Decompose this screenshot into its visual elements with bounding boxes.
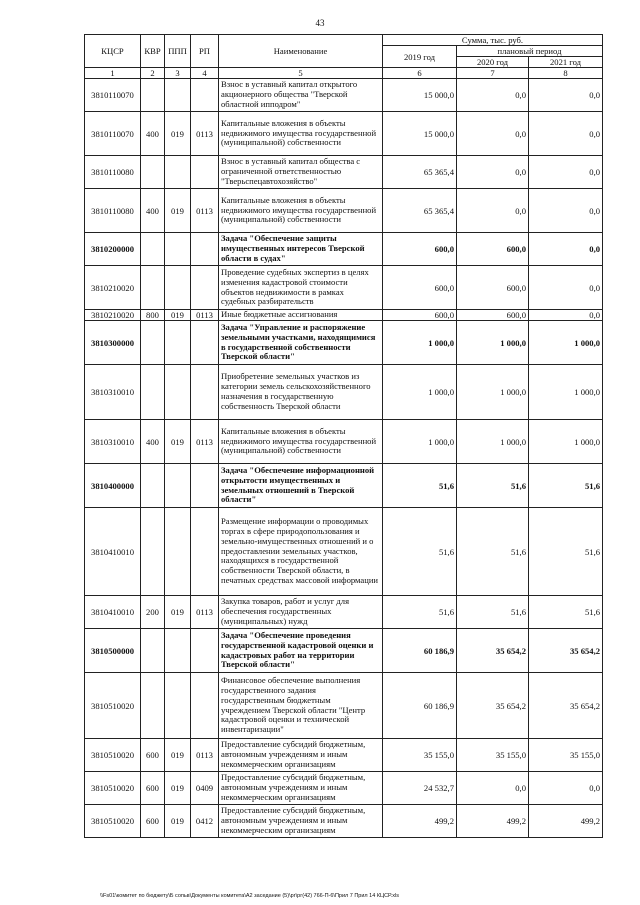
cell-name: Задача "Обеспечение информационной открытости имущественных и земельных отношений в Тверской области": [219, 464, 383, 508]
cell-2020: 51,6: [457, 596, 529, 629]
cell-2019: 1 000,0: [383, 365, 457, 420]
cell-2019: 600,0: [383, 266, 457, 310]
cell-ppp: 019: [165, 420, 191, 464]
cell-2021: 35 654,2: [529, 673, 603, 739]
cell-ppp: 019: [165, 310, 191, 321]
cell-kvr: 200: [141, 596, 165, 629]
cell-2020: 0,0: [457, 772, 529, 805]
cell-2020: 0,0: [457, 79, 529, 112]
cell-2020: 51,6: [457, 464, 529, 508]
cell-2021: 0,0: [529, 233, 603, 266]
cell-ppp: [165, 79, 191, 112]
cell-rp: [191, 233, 219, 266]
cell-name: Капитальные вложения в объекты недвижимого имущества государственной (муниципальной) собственности: [219, 420, 383, 464]
colnum-4: 4: [191, 68, 219, 79]
table-row: [85, 266, 603, 310]
cell-2019: 15 000,0: [383, 79, 457, 112]
cell-rp: [191, 464, 219, 508]
cell-kcsr: 3810200000: [85, 233, 141, 266]
cell-kcsr: 3810300000: [85, 321, 141, 365]
cell-kvr: [141, 365, 165, 420]
cell-name: Закупка товаров, работ и услуг для обеспечения государственных (муниципальных) нужд: [219, 596, 383, 629]
cell-ppp: 019: [165, 739, 191, 772]
cell-ppp: [165, 673, 191, 739]
cell-kvr: 800: [141, 310, 165, 321]
cell-name: Проведение судебных экспертиз в целях изменения кадастровой стоимости объектов недвижимости в рамках судебных разбирательств: [219, 266, 383, 310]
cell-name: Предоставление субсидий бюджетным, автономным учреждениям и иным некоммерческим организациям: [219, 805, 383, 838]
header-kvr: КВР: [141, 35, 165, 68]
cell-name: Предоставление субсидий бюджетным, автономным учреждениям и иным некоммерческим организациям: [219, 739, 383, 772]
cell-kcsr: 3810410010: [85, 508, 141, 596]
colnum-8: 8: [529, 68, 603, 79]
cell-2021: 0,0: [529, 266, 603, 310]
table-row: [85, 508, 603, 596]
cell-rp: 0113: [191, 739, 219, 772]
cell-rp: [191, 156, 219, 189]
cell-kcsr: 3810110070: [85, 79, 141, 112]
table-row: [85, 112, 603, 156]
cell-2021: 1 000,0: [529, 420, 603, 464]
table-row: [85, 310, 603, 321]
budget-table: [84, 34, 603, 838]
cell-2019: 60 186,9: [383, 629, 457, 673]
colnum-6: 6: [383, 68, 457, 79]
cell-rp: 0412: [191, 805, 219, 838]
cell-rp: 0113: [191, 189, 219, 233]
table-row: [85, 805, 603, 838]
cell-2020: 600,0: [457, 233, 529, 266]
cell-kvr: [141, 321, 165, 365]
colnum-1: 1: [85, 68, 141, 79]
cell-kcsr: 3810400000: [85, 464, 141, 508]
cell-ppp: 019: [165, 112, 191, 156]
cell-ppp: [165, 233, 191, 266]
cell-2021: 0,0: [529, 79, 603, 112]
cell-2020: 1 000,0: [457, 420, 529, 464]
cell-name: Предоставление субсидий бюджетным, автономным учреждениям и иным некоммерческим организациям: [219, 772, 383, 805]
cell-kvr: 400: [141, 420, 165, 464]
cell-rp: 0113: [191, 596, 219, 629]
cell-name: Капитальные вложения в объекты недвижимого имущества государственной (муниципальной) собственности: [219, 189, 383, 233]
cell-rp: 0113: [191, 112, 219, 156]
cell-2021: 0,0: [529, 156, 603, 189]
cell-rp: [191, 365, 219, 420]
cell-2020: 499,2: [457, 805, 529, 838]
cell-ppp: [165, 629, 191, 673]
cell-rp: 0113: [191, 420, 219, 464]
cell-kvr: [141, 156, 165, 189]
table-row: [85, 365, 603, 420]
cell-kcsr: 3810110080: [85, 156, 141, 189]
cell-2021: 51,6: [529, 596, 603, 629]
cell-2019: 600,0: [383, 233, 457, 266]
cell-2020: 1 000,0: [457, 365, 529, 420]
cell-kcsr: 3810500000: [85, 629, 141, 673]
cell-2020: 600,0: [457, 266, 529, 310]
header-ppp: ППП: [165, 35, 191, 68]
cell-2019: 51,6: [383, 596, 457, 629]
cell-name: Приобретение земельных участков из категории земель сельскохозяйственного назначения в государственную собственность Тверской области: [219, 365, 383, 420]
cell-name: Финансовое обеспечение выполнения государственного задания государственным бюджетным учреждением Тверской области "Центр кадастровой оценки и технической инвентаризации": [219, 673, 383, 739]
cell-2021: 35 155,0: [529, 739, 603, 772]
cell-ppp: [165, 321, 191, 365]
task-row: [85, 233, 603, 266]
cell-rp: [191, 673, 219, 739]
cell-kcsr: 3810110080: [85, 189, 141, 233]
task-row: [85, 629, 603, 673]
cell-rp: 0113: [191, 310, 219, 321]
cell-2019: 65 365,4: [383, 189, 457, 233]
cell-rp: [191, 79, 219, 112]
header-name: Наименование: [219, 35, 383, 68]
cell-2021: 0,0: [529, 772, 603, 805]
cell-2020: 0,0: [457, 189, 529, 233]
cell-kvr: [141, 464, 165, 508]
cell-2020: 51,6: [457, 508, 529, 596]
cell-kvr: 600: [141, 772, 165, 805]
cell-ppp: [165, 156, 191, 189]
cell-kcsr: 3810110070: [85, 112, 141, 156]
cell-kvr: 600: [141, 739, 165, 772]
cell-kcsr: 3810310010: [85, 420, 141, 464]
cell-ppp: 019: [165, 596, 191, 629]
cell-name: Взнос в уставный капитал открытого акционерного общества "Тверской областной ипподром": [219, 79, 383, 112]
cell-2019: 600,0: [383, 310, 457, 321]
task-row: [85, 464, 603, 508]
cell-kvr: 600: [141, 805, 165, 838]
task-row: [85, 321, 603, 365]
header-year-2021: 2021 год: [529, 57, 603, 68]
table-row: [85, 673, 603, 739]
cell-rp: [191, 266, 219, 310]
cell-2021: 0,0: [529, 112, 603, 156]
cell-kvr: [141, 79, 165, 112]
cell-2019: 499,2: [383, 805, 457, 838]
cell-kvr: [141, 629, 165, 673]
header-kcsr: КЦСР: [85, 35, 141, 68]
cell-2021: 0,0: [529, 189, 603, 233]
cell-2020: 600,0: [457, 310, 529, 321]
cell-name: Задача "Обеспечение защиты имущественных интересов Тверской области в судах": [219, 233, 383, 266]
cell-kvr: [141, 673, 165, 739]
cell-2020: 0,0: [457, 156, 529, 189]
cell-2019: 35 155,0: [383, 739, 457, 772]
table-row: [85, 189, 603, 233]
cell-name: Иные бюджетные ассигнования: [219, 310, 383, 321]
header-year-2020: 2020 год: [457, 57, 529, 68]
header-planned-period: плановый период: [457, 46, 603, 57]
table-row: [85, 739, 603, 772]
cell-2019: 24 532,7: [383, 772, 457, 805]
cell-rp: [191, 629, 219, 673]
table-body: [85, 79, 603, 838]
cell-2019: 1 000,0: [383, 420, 457, 464]
colnum-3: 3: [165, 68, 191, 79]
cell-kcsr: 3810510020: [85, 673, 141, 739]
cell-2021: 0,0: [529, 310, 603, 321]
cell-kcsr: 3810210020: [85, 266, 141, 310]
footer-file-path: \\Fs01\комитет по бюджету\Б сопьв\Документы комитета\А2 заседание (5)\рг\рг(42) 766-П-6\Прил 7 Прил 14 КЦСР.xls: [100, 893, 399, 899]
cell-rp: 0409: [191, 772, 219, 805]
header-sum: Сумма, тыс. руб.: [383, 35, 603, 46]
colnum-7: 7: [457, 68, 529, 79]
cell-2019: 51,6: [383, 464, 457, 508]
cell-ppp: [165, 464, 191, 508]
cell-2020: 35 155,0: [457, 739, 529, 772]
cell-kvr: [141, 266, 165, 310]
cell-2019: 65 365,4: [383, 156, 457, 189]
table-row: [85, 156, 603, 189]
table-row: [85, 596, 603, 629]
cell-name: Задача "Управление и распоряжение земельными участками, находящимися в государственной собственности Тверской области": [219, 321, 383, 365]
cell-2021: 35 654,2: [529, 629, 603, 673]
cell-2021: 499,2: [529, 805, 603, 838]
cell-kcsr: 3810410010: [85, 596, 141, 629]
cell-2021: 1 000,0: [529, 365, 603, 420]
cell-ppp: 019: [165, 772, 191, 805]
cell-kvr: [141, 508, 165, 596]
cell-kcsr: 3810310010: [85, 365, 141, 420]
colnum-5: 5: [219, 68, 383, 79]
cell-kcsr: 3810210020: [85, 310, 141, 321]
cell-kvr: 400: [141, 112, 165, 156]
cell-ppp: [165, 266, 191, 310]
table-row: [85, 772, 603, 805]
cell-2020: 1 000,0: [457, 321, 529, 365]
cell-2019: 51,6: [383, 508, 457, 596]
cell-2021: 1 000,0: [529, 321, 603, 365]
cell-name: Капитальные вложения в объекты недвижимого имущества государственной (муниципальной) собственности: [219, 112, 383, 156]
page-number: 43: [315, 18, 325, 28]
cell-2019: 15 000,0: [383, 112, 457, 156]
cell-2020: 0,0: [457, 112, 529, 156]
cell-2019: 1 000,0: [383, 321, 457, 365]
cell-name: Размещение информации о проводимых торгах в сфере природопользования и земельно-имущественных отношений и о предоставлении земельных участков, находящихся в государственной собственности Тверской области, в печатных средствах массовой информации: [219, 508, 383, 596]
table-row: [85, 79, 603, 112]
colnum-2: 2: [141, 68, 165, 79]
cell-kcsr: 3810510020: [85, 772, 141, 805]
cell-name: Задача "Обеспечение проведения государственной кадастровой оценки и кадастровых работ на территории Тверской области": [219, 629, 383, 673]
cell-2021: 51,6: [529, 508, 603, 596]
header-rp: РП: [191, 35, 219, 68]
cell-ppp: 019: [165, 805, 191, 838]
cell-kvr: 400: [141, 189, 165, 233]
cell-2020: 35 654,2: [457, 629, 529, 673]
table-row: [85, 420, 603, 464]
cell-2021: 51,6: [529, 464, 603, 508]
cell-ppp: [165, 365, 191, 420]
cell-name: Взнос в уставный капитал общества с ограниченной ответственностью "Тверьспецавтохозяйство": [219, 156, 383, 189]
cell-rp: [191, 321, 219, 365]
cell-ppp: 019: [165, 189, 191, 233]
cell-kcsr: 3810510020: [85, 805, 141, 838]
cell-kcsr: 3810510020: [85, 739, 141, 772]
cell-2020: 35 654,2: [457, 673, 529, 739]
cell-ppp: [165, 508, 191, 596]
cell-rp: [191, 508, 219, 596]
cell-2019: 60 186,9: [383, 673, 457, 739]
cell-kvr: [141, 233, 165, 266]
header-year-2019: 2019 год: [383, 46, 457, 68]
